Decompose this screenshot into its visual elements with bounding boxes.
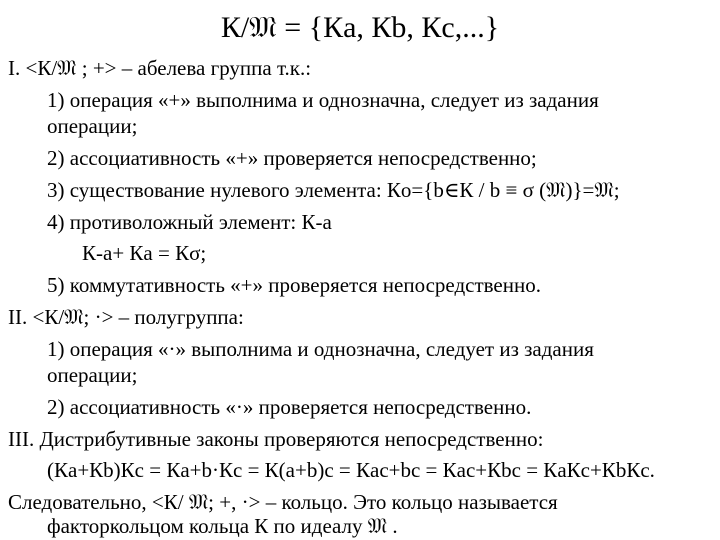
- item-2-1-continued: операции;: [47, 363, 138, 387]
- distributive-formula: (Кa+Кb)Кc = Кa+b·Кc = К(a+b)c = Кac+bc = Кac+Кbc = КaКc+КbКc.: [47, 458, 655, 482]
- section-3-heading: III. Дистрибутивные законы проверяются непосредственно:: [8, 427, 544, 451]
- item-1-3: 3) существование нулевого элемента: Кo={b∈К / b ≡ σ (𝔐)}=𝔐;: [47, 178, 620, 202]
- item-2-1: 1) операция «·» выполнима и однозначна, следует из задания: [47, 337, 594, 361]
- item-1-1-continued: операции;: [47, 114, 138, 138]
- item-2-2: 2) ассоциативность «·» проверяется непосредственно.: [47, 395, 532, 419]
- item-1-4: 4) противоложный элемент: К-a: [47, 210, 332, 234]
- item-1-1: 1) операция «+» выполнима и однозначна, следует из задания: [47, 88, 599, 112]
- section-2-heading: II. <К/𝔐; ·> – полугруппа:: [8, 305, 244, 329]
- item-1-4-formula: К-a+ Кa = Кσ;: [82, 241, 207, 265]
- item-1-5: 5) коммутативность «+» проверяется непосредственно.: [47, 273, 541, 297]
- conclusion: Следовательно, <К/ 𝔐; +, ·> – кольцо. Это кольцо называется: [8, 490, 558, 514]
- item-1-2: 2) ассоциативность «+» проверяется непосредственно;: [47, 146, 537, 170]
- conclusion-continued: факторкольцом кольца К по идеалу 𝔐 .: [47, 514, 398, 538]
- section-1-heading: I. <К/𝔐 ; +> – абелева группа т.к.:: [8, 56, 312, 80]
- slide-title: К/𝔐 = {Кa, Кb, Кc,...}: [220, 11, 500, 44]
